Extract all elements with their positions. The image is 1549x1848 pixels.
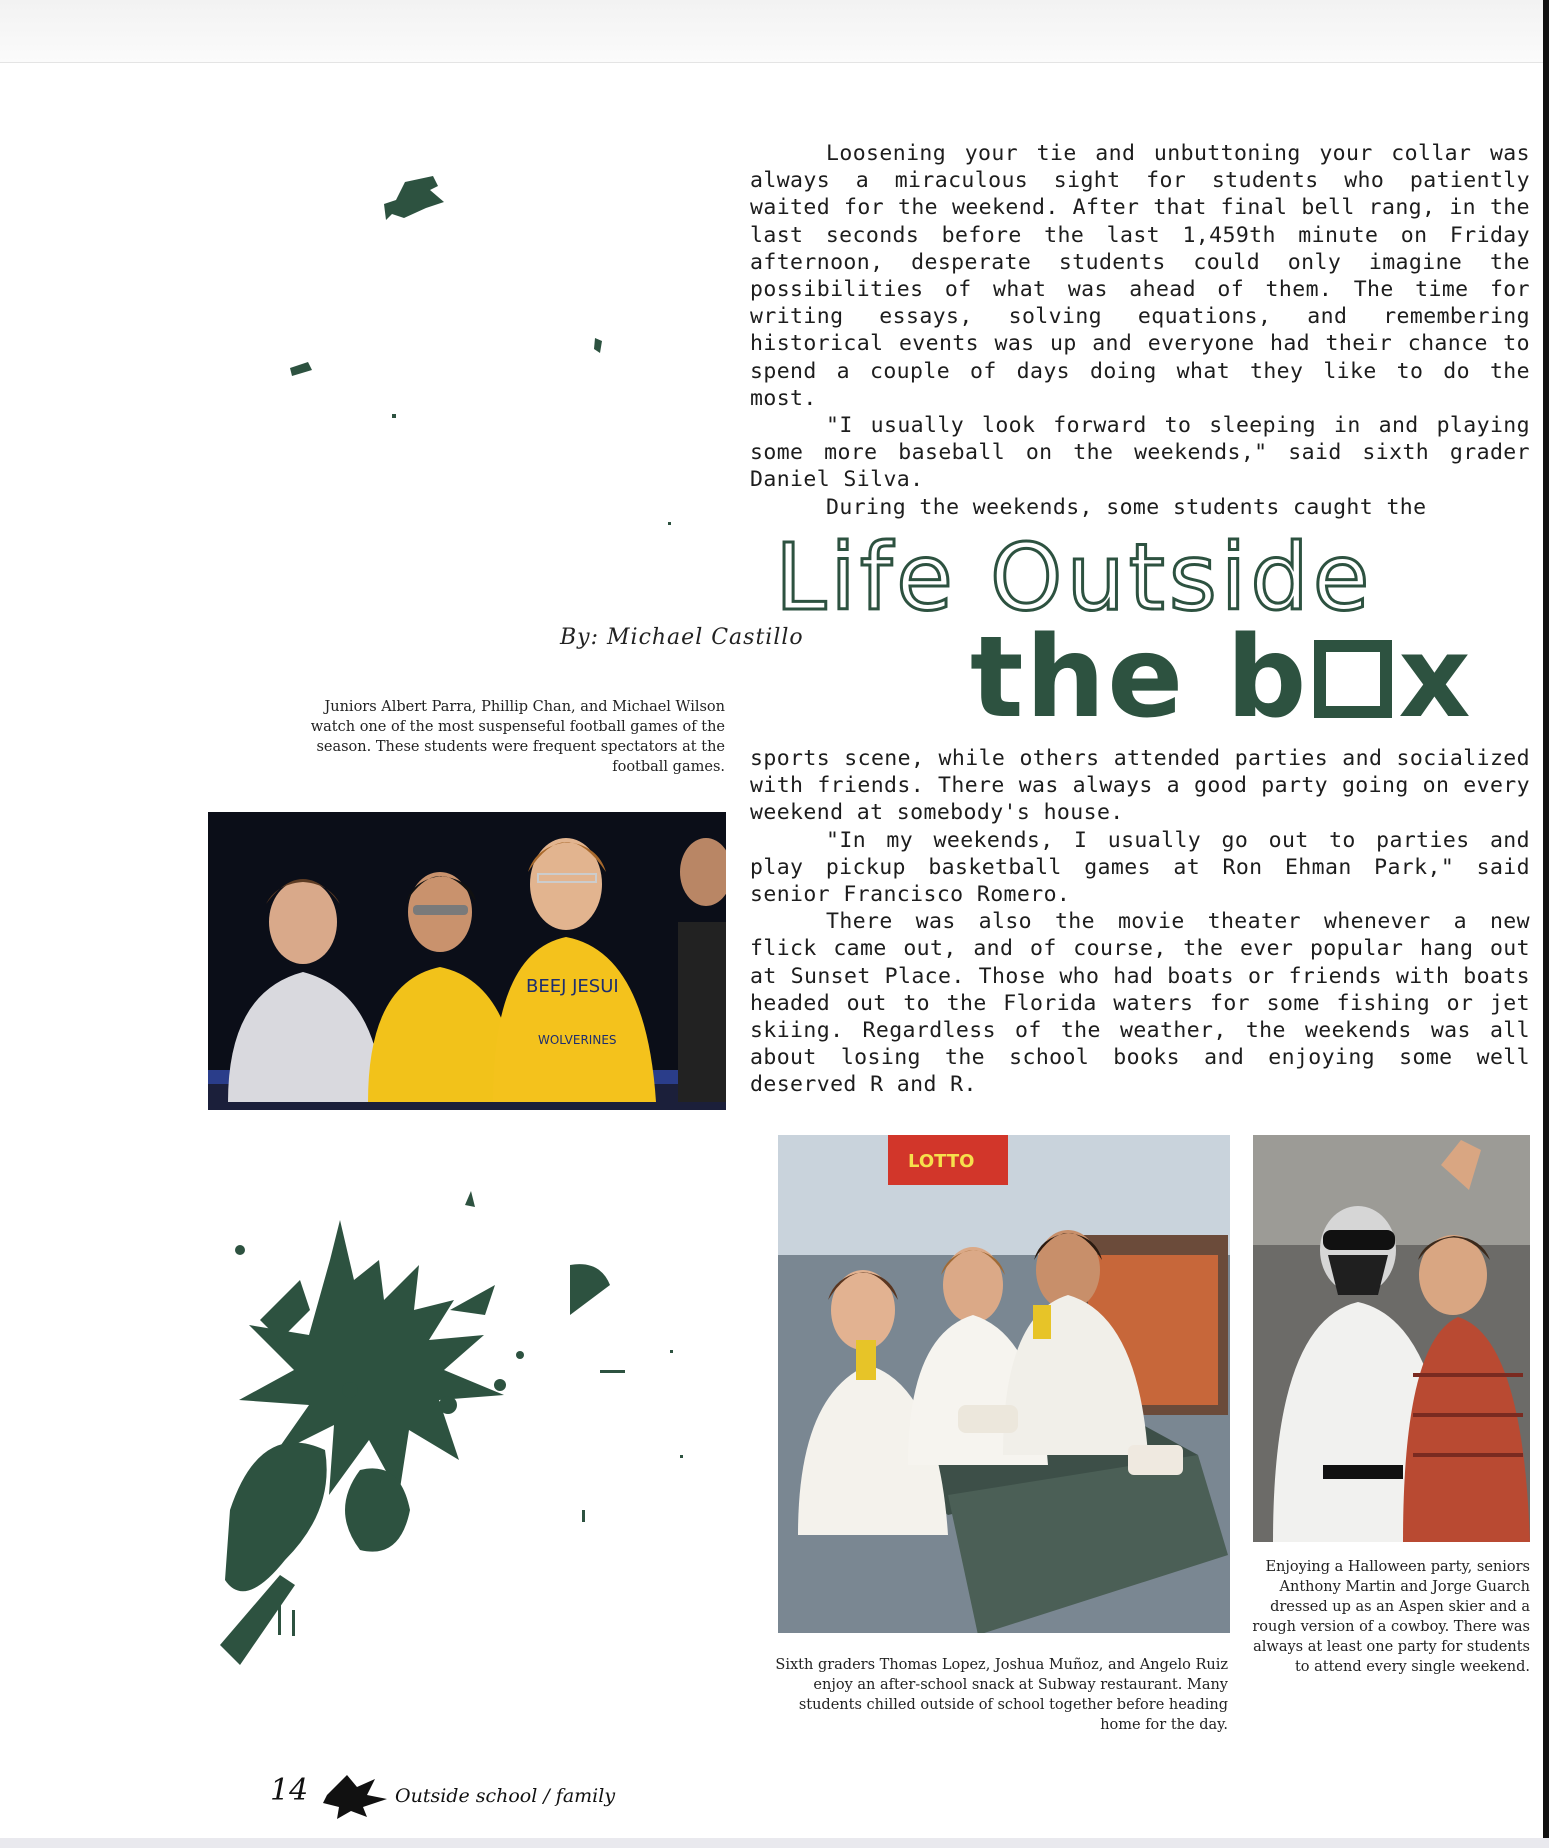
photo-subway-students xyxy=(778,1135,1230,1633)
article-body-top xyxy=(750,140,1530,521)
paragraph: "I usually look forward to sleeping in and playing some more baseball on the weekends," said sixth grader Daniel Silva. xyxy=(750,413,1530,493)
paragraph: During the weekends, some students caught the xyxy=(826,494,1427,520)
page-number: 14 xyxy=(270,1773,309,1808)
caption-subway: Sixth graders Thomas Lopez, Joshua Muñoz, and Angelo Ruiz enjoy an after-school snack at Subway restaurant. Many students chilled outside of school together before heading home for the day. xyxy=(775,1657,1228,1733)
title-line-2 xyxy=(970,613,1473,743)
box-glyph xyxy=(1314,640,1392,718)
small-ink-splats xyxy=(250,160,710,560)
ink-splat-large xyxy=(200,1190,740,1690)
caption-football: Juniors Albert Parra, Phillip Chan, and Michael Wilson watch one of the most suspenseful football games of the season. These students were frequent spectators at the football games. xyxy=(310,699,725,775)
footer-ink-splat xyxy=(315,1765,395,1820)
scan-top-band xyxy=(0,0,1549,63)
paragraph: Loosening your tie and unbuttoning your collar was always a miraculous sight for students who patiently waited for the weekend. After that final bell rang, in the last seconds before the last 1,459th minute on Friday afternoon, desperate students could only imagine the possibilities of what was ahead of them. The time for writing essays, solving equations, and remembering historical events was up and everyone had their chance to spend a couple of days doing what they like to do the most. xyxy=(750,141,1530,411)
title-line-2-end: x xyxy=(1398,613,1473,743)
paragraph: sports scene, while others attended parties and socialized with friends. There was always a good party going on every weekend at somebody's house. xyxy=(750,746,1530,826)
football-photo-illustration xyxy=(208,812,726,1110)
photo-halloween-party xyxy=(1253,1135,1530,1542)
shirt-text: BEEJ JESUI xyxy=(526,976,619,997)
scan-right-edge xyxy=(1543,0,1549,1848)
scan-bottom-band xyxy=(0,1838,1549,1848)
page-footer xyxy=(255,1765,675,1825)
halloween-photo-illustration xyxy=(1253,1135,1530,1542)
shirt-subtext: WOLVERINES xyxy=(538,1033,617,1047)
paragraph: "In my weekends, I usually go out to parties and play pickup basketball games at Ron Ehman Park," said senior Francisco Romero. xyxy=(750,827,1530,908)
title-line-2-start: the b xyxy=(970,613,1309,743)
title-line-1: Life Outside xyxy=(775,524,1374,631)
section-title: Outside school / family xyxy=(395,1785,616,1807)
article-body-bottom xyxy=(750,745,1530,1099)
subway-sign-text: LOTTO xyxy=(908,1151,975,1172)
paragraph: There was also the movie theater whenever a new flick came out, and of course, the ever popular hang out at Sunset Place. Those who had boats or friends with boats headed out to the Florida waters for some fishing or jet skiing. Regardless of the weather, the weekends was all about losing the school books and enjoying some well deserved R and R. xyxy=(750,909,1530,1098)
byline: By: Michael Castillo xyxy=(560,625,804,650)
photo-football-spectators xyxy=(208,812,726,1110)
article-title xyxy=(775,524,1535,743)
subway-photo-illustration xyxy=(778,1135,1230,1633)
caption-halloween: Enjoying a Halloween party, seniors Anthony Martin and Jorge Guarch dressed up as an Aspen skier and a rough version of a cowboy. There was always at least one party for students to attend every single weekend. xyxy=(1252,1559,1530,1675)
